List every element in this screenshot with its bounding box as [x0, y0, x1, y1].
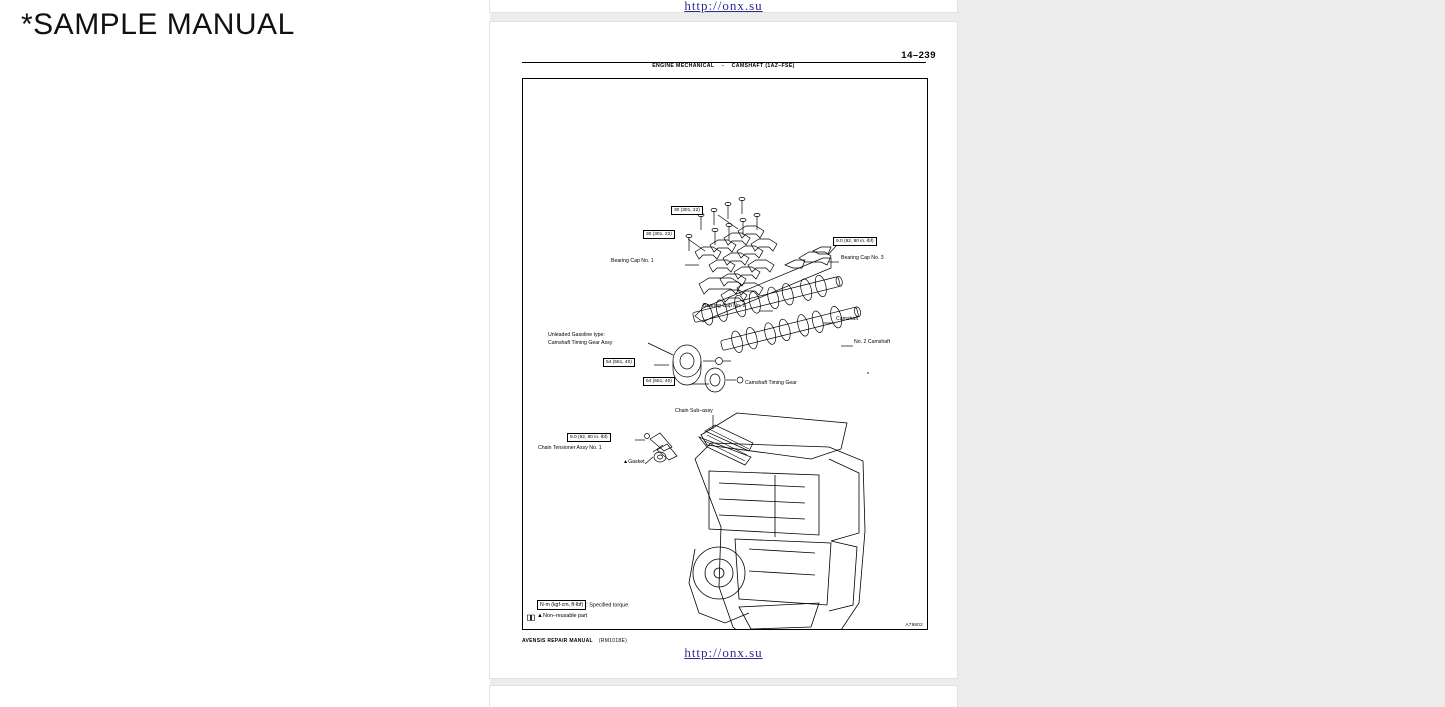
callout-bearing-cap-no-2: Bearing Cap No. 2 [703, 303, 746, 309]
document-page-previous [490, 0, 957, 12]
torque-spec-box-2: 30 (301, 22) [643, 230, 675, 239]
torque-spec-box-3: 9.0 (92, 80 in.·lbf) [833, 237, 877, 246]
callout-chain-sub-assy: Chain Sub–assy [675, 408, 713, 414]
right-gutter [957, 0, 1445, 707]
page-number: 14–239 [901, 50, 936, 61]
sample-manual-overlay-label: *SAMPLE MANUAL [21, 8, 295, 41]
watermark-url-bottom: http://onx.su [684, 645, 763, 660]
callout-camshaft-timing-gear: Camshaft Timing Gear [745, 380, 797, 386]
callout-camshaft-timing-gear-assy: Camshaft Timing Gear Assy [548, 340, 613, 346]
callout-camshaft: Camshaft [836, 316, 859, 322]
torque-spec-box-4: 54 (551, 40) [603, 358, 635, 367]
figure-legend [537, 600, 628, 621]
legend-torque-units: N·m (kgf·cm, ft·lbf) [537, 600, 586, 610]
header-section: ENGINE MECHANICAL [652, 63, 715, 69]
callout-gasket: ▲Gasket [623, 459, 645, 465]
callout-bearing-cap-no-3: Bearing Cap No. 3 [841, 255, 884, 261]
callout-chain-tensioner-assy-no-1: Chain Tensioner Assy No. 1 [538, 445, 602, 451]
torque-spec-box-1: 30 (301, 22) [671, 206, 703, 215]
legend-nonreusable-note: Non–reusable part [542, 613, 588, 619]
callout-no-2-camshaft: No. 2 Camshaft [854, 339, 891, 345]
exploded-view-figure [522, 78, 928, 630]
service-manual-book-icon [527, 614, 535, 621]
header-topic: CAMSHAFT (1AZ–FSE) [731, 63, 795, 69]
triangle-icon: ▲ [537, 613, 543, 619]
torque-spec-box-5: 54 (551, 40) [643, 377, 675, 386]
engine-exploded-diagram [523, 79, 927, 629]
legend-torque-row [537, 600, 628, 610]
legend-nonreusable-row [537, 611, 628, 621]
document-page-current [490, 22, 957, 678]
page-footer [522, 638, 627, 644]
page-header [490, 63, 957, 69]
legend-torque-note: : Specified torque [586, 602, 629, 608]
figure-code: A79802 [905, 622, 923, 627]
torque-spec-box-6: 9.0 (92, 80 in.·lbf) [567, 433, 611, 442]
document-page-next [490, 686, 957, 707]
left-gutter [0, 0, 490, 707]
header-separator: – [721, 63, 725, 69]
footer-manual-name: AVENSIS REPAIR MANUAL [522, 638, 593, 644]
footer-manual-code: (RM1018E) [598, 638, 628, 644]
watermark-url-top: http://onx.su [684, 0, 763, 13]
callout-bearing-cap-no-1: Bearing Cap No. 1 [611, 258, 654, 264]
callout-unleaded-gasoline-type: Unleaded Gasoline type: [548, 332, 605, 338]
